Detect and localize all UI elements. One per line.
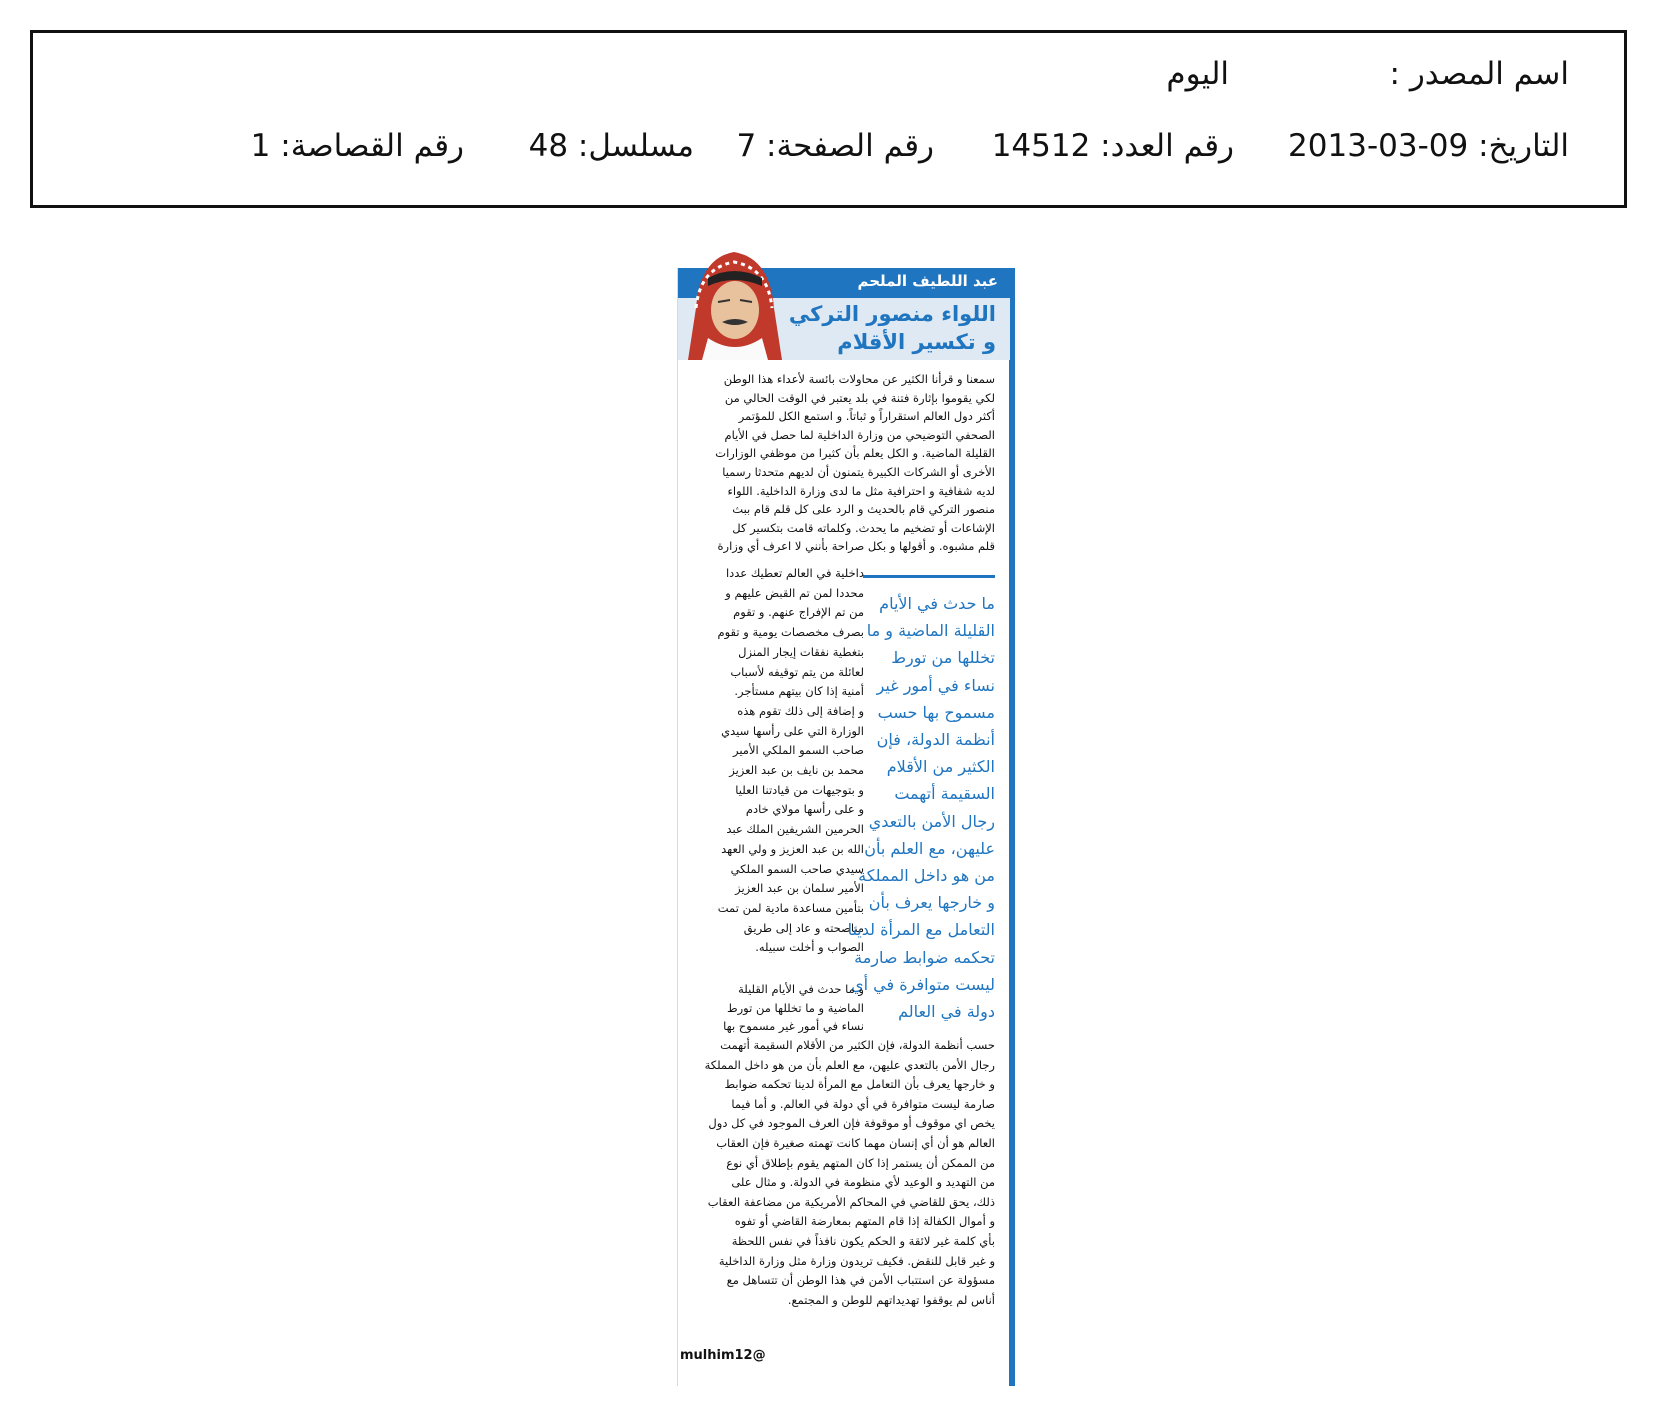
text-line: و خارجها يعرف بأن xyxy=(868,893,995,913)
author-name: عبد اللطيف الملحم xyxy=(857,272,998,290)
author-portrait xyxy=(678,238,790,360)
text-line: صاحب السمو الملكي الأمير xyxy=(732,743,864,758)
text-line: من التهديد و الوعيد لأي منظومة في الدولة. و مثال على xyxy=(731,1175,995,1190)
text-line: و خارجها يعرف بأن التعامل مع المرأة لدينا تحكمه ضوابط xyxy=(724,1077,995,1092)
newspaper-clipping xyxy=(677,268,1015,1386)
text-line: من تم الإفراج عنهم. و تقوم xyxy=(733,605,864,620)
text-line: مناصحته و عاد إلى طريق xyxy=(743,920,864,935)
text-line: الله بن عبد العزيز و ولي العهد xyxy=(721,841,864,856)
text-line: من هو داخل المملكة xyxy=(858,866,995,885)
text-line: من الممكن أن يستمر إذا كان المتهم يقوم بإطلاق أي نوع xyxy=(726,1155,995,1170)
source-label: اسم المصدر : xyxy=(1389,56,1569,92)
text-line: أناس لم يوقفوا تهديداتهم للوطن و المجتمع. xyxy=(787,1292,995,1307)
text-line: و أموال الكفالة إذا قام المتهم بمعارضة القاضي أو تفوه xyxy=(734,1214,995,1229)
text-line: سمعنا و قرأنا الكثير عن محاولات بائسة لأعداء هذا الوطن xyxy=(723,372,995,386)
text-line: الحرمين الشريفين الملك عبد xyxy=(726,822,864,837)
page-number-field: رقم الصفحة: 7 xyxy=(736,128,934,164)
text-line: الأمير سلمان بن عبد العزيز xyxy=(735,881,864,896)
serial-field: مسلسل: 48 xyxy=(528,128,694,164)
text-line: بصرف مخصصات يومية و تقوم xyxy=(717,625,864,640)
text-line: سيدي صاحب السمو الملكي xyxy=(730,861,864,876)
text-line: بتغطية نفقات إيجار المنزل xyxy=(738,644,864,659)
text-line: رجال الأمن بالتعدي عليهن، مع العلم بأن من هو داخل المملكة xyxy=(704,1057,995,1072)
text-line: لعائلة من يتم توقيفه لأسباب xyxy=(730,664,864,679)
text-line: لكي يقوموا بإثارة فتنة في بلد يعتبر في الوقت الحالي من xyxy=(724,390,995,405)
text-line: مسموح بها حسب xyxy=(877,702,995,722)
text-line: و على رأسها مولاي خادم xyxy=(745,802,864,817)
text-line: لديه شفافية و احترافية مثل ما لدى وزارة الداخلية. اللواء xyxy=(727,483,995,498)
text-line: قلم مشبوه. و أقولها و بكل صراحة بأنني لا اعرف أي وزارة xyxy=(717,539,995,554)
text-line: الماضية و ما تخللها من تورط xyxy=(726,1000,864,1015)
text-line: ما حدث في الأيام xyxy=(879,594,995,613)
text-line: تخللها من تورط xyxy=(891,648,995,668)
source-value: اليوم xyxy=(1166,56,1229,92)
text-line: الوزارة التي على رأسها سيدي xyxy=(721,723,864,738)
text-line: بأي كلمة غير لائقة و الحكم يكون نافذاً في نفس اللحظة xyxy=(731,1234,995,1248)
issue-number-field: رقم العدد: 14512 xyxy=(991,128,1234,164)
text-line: محمد بن نايف بن عبد العزيز xyxy=(729,763,864,777)
text-line: نساء في أمور غير مسموح بها xyxy=(723,1019,864,1033)
text-line: و ما حدث في الأيام القليلة xyxy=(738,982,864,996)
article-title-line-2: و تكسير الأقلام xyxy=(837,330,996,354)
text-line: القليلة الماضية. و الكل يعلم بأن كثيرا من موظفي الوزارات xyxy=(715,446,995,461)
text-line: صارمة ليست متوافرة في أي دولة في العالم. و أما فيما xyxy=(731,1096,995,1111)
text-line: مسؤولة عن استتباب الأمن في هذا الوطن أن تتساهل مع xyxy=(726,1273,995,1288)
metadata-box xyxy=(30,30,1627,208)
text-line: العالم هو أن أي إنسان مهما كانت تهمته صغيرة فإن العقاب xyxy=(716,1136,995,1150)
clipping-number-field: رقم القصاصة: 1 xyxy=(250,128,464,164)
text-line: عليهن، مع العلم بأن xyxy=(864,838,995,858)
text-line: يخص اي موقوف أو موقوفة فإن العرف الموجود في كل دول xyxy=(708,1116,995,1131)
text-line: أمنية إذا كان بيتهم مستأجر. xyxy=(734,684,864,699)
text-line: داخلية في العالم تعطيك عددا xyxy=(725,566,864,580)
text-line: الصواب و أخلت سبيله. xyxy=(755,940,864,955)
text-line: ليست متوافرة في أي xyxy=(851,974,995,994)
text-line: منصور التركي قام بالحديث و الرد على كل قلم قام ببث xyxy=(732,502,995,517)
text-line: و غير قابل للنقض. فكيف تريدون وزارة مثل وزارة الداخلية xyxy=(718,1253,995,1268)
text-line: الأخرى أو الشركات الكبيرة يتمنون أن لديهم متحدثا رسميا xyxy=(722,465,995,479)
text-line: أكثر دول العالم استقراراً و ثباتاً. و استمع الكل للمؤتمر xyxy=(738,409,995,424)
text-line: التعامل مع المرأة لدينا xyxy=(847,920,995,940)
text-line: القليلة الماضية و ما xyxy=(866,621,995,641)
text-line: ذلك، يحق للقاضي في المحاكم الأمريكية من مضاعفة العقاب xyxy=(707,1194,995,1209)
date-field: التاريخ: 09-03-2013 xyxy=(1288,128,1569,164)
twitter-handle: mulhim12@ xyxy=(680,1348,766,1363)
text-line: و إضافة إلى ذلك تقوم هذه xyxy=(737,703,864,718)
text-line: حسب أنظمة الدولة، فإن الكثير من الأقلام السقيمة أتهمت xyxy=(720,1038,995,1052)
article-title-line-1: اللواء منصور التركي xyxy=(788,302,996,326)
text-line: دولة في العالم xyxy=(898,1002,995,1021)
text-line: نساء في أمور غير xyxy=(876,675,995,695)
text-line: الصحفي التوضيحي من وزارة الداخلية لما حصل في الأيام xyxy=(724,427,995,442)
text-line: الكثير من الأقلام xyxy=(886,757,995,777)
text-line: محددا لمن تم القبض عليهم و xyxy=(725,585,864,600)
text-line: بتأمين مساعدة مادية لمن تمت xyxy=(717,900,864,915)
text-line: رجال الأمن بالتعدي xyxy=(868,811,995,831)
text-line: السقيمة أتهمت xyxy=(894,784,995,804)
pull-quote-rule xyxy=(863,575,995,578)
text-line: الإشاعات أو تضخيم ما يحدث. وكلماته قامت بتكسير كل xyxy=(732,520,995,535)
text-line: و بتوجيهات من قيادتنا العليا xyxy=(735,782,864,797)
text-line: تحكمه ضوابط صارمة xyxy=(854,947,995,967)
text-line: أنظمة الدولة، فإن xyxy=(876,730,995,749)
